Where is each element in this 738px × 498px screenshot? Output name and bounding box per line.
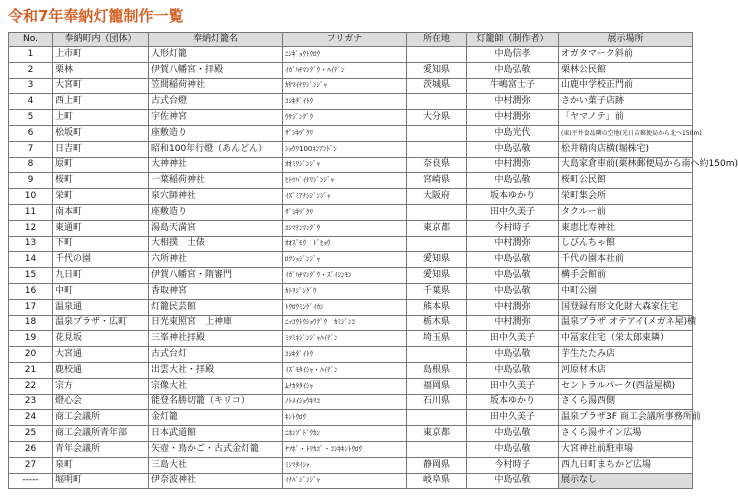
table-row <box>9 204 693 220</box>
table-row <box>9 220 693 236</box>
header-maker: 灯籠師（制作者） <box>467 33 559 47</box>
cell-no: 20 <box>9 347 53 363</box>
cell-town: 青年会議所 <box>53 441 149 457</box>
cell-pref: 島根県 <box>407 362 467 378</box>
cell-pref: 東京都 <box>407 220 467 236</box>
cell-lantern: 笠間稲荷神社 <box>149 78 283 94</box>
cell-pref: 茨城県 <box>407 78 467 94</box>
cell-town: 南本町 <box>53 204 149 220</box>
cell-lantern: 香取神宮 <box>149 283 283 299</box>
cell-place: 西九日町まちかど広場 <box>559 457 693 473</box>
table-row <box>9 62 693 78</box>
table-row <box>9 283 693 299</box>
cell-no: 25 <box>9 426 53 442</box>
cell-no: 7 <box>9 141 53 157</box>
table-row <box>9 378 693 394</box>
cell-town: 燈心会 <box>53 394 149 410</box>
cell-place: 大島家倉車前(栗林郵便局から南へ約150m) <box>559 157 693 173</box>
cell-pref: 大分県 <box>407 110 467 126</box>
cell-pref: 熊本県 <box>407 299 467 315</box>
table-row <box>9 426 693 442</box>
table-row <box>9 173 693 189</box>
cell-place: セントラルパーク(西益屋横) <box>559 378 693 394</box>
cell-place: 「ヤマノテ」前 <box>559 110 693 126</box>
cell-place: 温泉プラザ オテアイ(メガネ屋)横 <box>559 315 693 331</box>
cell-kana: ｲｶﾞﾊﾁﾏﾝｸﾞｳ・ﾊｲﾃﾞﾝ <box>283 62 407 78</box>
cell-maker: 中島弘敬 <box>467 268 559 284</box>
cell-kana: ｲｶﾞﾊﾁﾏﾝｸﾞｳ・ｽﾞｲｼﾝﾓﾝ <box>283 268 407 284</box>
lantern-table <box>8 32 738 489</box>
cell-no: 11 <box>9 204 53 220</box>
cell-place: 構手会館前 <box>559 268 693 284</box>
cell-kana: ﾑﾅｶﾀﾀｲｼｬ <box>283 378 407 394</box>
cell-pref: 愛知県 <box>407 252 467 268</box>
cell-lantern: 古式台燈 <box>149 94 283 110</box>
table-row <box>9 331 693 347</box>
cell-lantern: 大神神社 <box>149 157 283 173</box>
cell-lantern: 六所神社 <box>149 252 283 268</box>
cell-lantern: 伊奈波神社 <box>149 473 283 489</box>
cell-no: 23 <box>9 394 53 410</box>
cell-place: オガタマーク斜前 <box>559 47 693 63</box>
table-row <box>9 473 693 489</box>
table-row <box>9 125 693 141</box>
cell-kana: ｲｽﾞﾐｱﾅｼｼﾞﾝｼﾞｬ <box>283 189 407 205</box>
cell-town: 泉町 <box>53 457 149 473</box>
cell-no: 1 <box>9 47 53 63</box>
cell-maker: 中島信孝 <box>467 47 559 63</box>
cell-maker: 今村時子 <box>467 220 559 236</box>
cell-pref <box>407 47 467 63</box>
cell-pref <box>407 347 467 363</box>
cell-lantern: 能登名勝切籠（キリコ） <box>149 394 283 410</box>
cell-kana: ｷﾝﾄｳﾛｳ <box>283 410 407 426</box>
cell-no: 4 <box>9 94 53 110</box>
cell-lantern: 日光東照宮 上神庫 <box>149 315 283 331</box>
cell-pref: 栃木県 <box>407 315 467 331</box>
cell-no: 13 <box>9 236 53 252</box>
cell-kana: ﾆｯｺｳﾄｳｼｮｳｸﾞｳ ｶﾐｼﾞﾝｺ <box>283 315 407 331</box>
cell-maker: 中村潤弥 <box>467 94 559 110</box>
cell-pref: 愛知県 <box>407 62 467 78</box>
cell-town: 原町 <box>53 157 149 173</box>
header-lantern: 奉納灯籠名 <box>149 33 283 47</box>
cell-no: 19 <box>9 331 53 347</box>
cell-pref <box>407 410 467 426</box>
cell-maker: 坂本ゆかり <box>467 394 559 410</box>
cell-no: 22 <box>9 378 53 394</box>
cell-pref <box>407 441 467 457</box>
cell-kana: ｻﾞｼｷﾂﾞｸﾘ <box>283 204 407 220</box>
cell-kana: ﾐﾂﾐﾈｼﾞﾝｼﾞｬﾊｲﾃﾞﾝ <box>283 331 407 347</box>
cell-town: 大宮通 <box>53 347 149 363</box>
table-body <box>9 47 738 489</box>
cell-lantern: 三峯神社拝殿 <box>149 331 283 347</box>
cell-lantern: 金灯籠 <box>149 410 283 426</box>
cell-maker: 中村潤弥 <box>467 110 559 126</box>
cell-pref: 石川県 <box>407 394 467 410</box>
cell-lantern: 宗像大社 <box>149 378 283 394</box>
header-kana: フリガナ <box>283 33 407 47</box>
table-row <box>9 441 693 457</box>
cell-town: 鹿校通 <box>53 362 149 378</box>
cell-place: 温泉プラザ3F 商工会議所事務所前 <box>559 410 693 426</box>
cell-town: 宗方 <box>53 378 149 394</box>
cell-kana: ﾐｼﾏﾀｲｼｬ <box>283 457 407 473</box>
table-row <box>9 189 693 205</box>
cell-town: 堀明町 <box>53 473 149 489</box>
cell-kana: ｵｵﾐﾜｼﾞﾝｼﾞｬ <box>283 157 407 173</box>
cell-kana: ｲｽﾞﾓﾀｲｼｬ・ﾊｲﾃﾞﾝ <box>283 362 407 378</box>
cell-place: 大宮神社前駐車場 <box>559 441 693 457</box>
cell-lantern: 人形灯籠 <box>149 47 283 63</box>
table-header-row <box>9 33 693 47</box>
cell-town: 栄町 <box>53 189 149 205</box>
cell-pref: 岐阜県 <box>407 473 467 489</box>
cell-place: しびんちゃ館 <box>559 236 693 252</box>
cell-lantern: 伊賀八幡宮・隋審門 <box>149 268 283 284</box>
cell-pref <box>407 141 467 157</box>
header-town: 奉納町内（団体） <box>53 33 149 47</box>
cell-town: 九日町 <box>53 268 149 284</box>
cell-town: 西上町 <box>53 94 149 110</box>
cell-pref: 大阪府 <box>407 189 467 205</box>
cell-town: 商工会議所 <box>53 410 149 426</box>
cell-place: 芋生たたみ店 <box>559 347 693 363</box>
cell-pref: 千葉県 <box>407 283 467 299</box>
cell-lantern: 古式台灯 <box>149 347 283 363</box>
cell-lantern: 座敷造り <box>149 125 283 141</box>
cell-maker: 田中久美子 <box>467 204 559 220</box>
cell-maker: 牛嶋富士子 <box>467 78 559 94</box>
cell-pref <box>407 94 467 110</box>
cell-town: 大宮町 <box>53 78 149 94</box>
cell-maker: 中村潤弥 <box>467 299 559 315</box>
cell-town: 上市町 <box>53 47 149 63</box>
cell-lantern: 一葉稲荷神社 <box>149 173 283 189</box>
cell-lantern: 三島大社 <box>149 457 283 473</box>
cell-maker: 中島弘敬 <box>467 141 559 157</box>
table-row <box>9 141 693 157</box>
table-row <box>9 236 693 252</box>
cell-kana: ｻﾞｼｷﾂﾞｸﾘ <box>283 125 407 141</box>
table-row <box>9 78 693 94</box>
cell-pref <box>407 204 467 220</box>
cell-maker: 中村潤弥 <box>467 315 559 331</box>
cell-lantern: 座敷造り <box>149 204 283 220</box>
cell-maker: 中島弘敬 <box>467 252 559 268</box>
cell-no: 10 <box>9 189 53 205</box>
cell-kana: ﾆﾎﾝﾌﾞﾄﾞｳｶﾝ <box>283 426 407 442</box>
table-row <box>9 347 693 363</box>
cell-kana: ｶﾄﾘｼﾞﾝｸﾞｳ <box>283 283 407 299</box>
cell-pref <box>407 236 467 252</box>
cell-maker: 中村潤弥 <box>467 236 559 252</box>
cell-pref: 奈良県 <box>407 157 467 173</box>
cell-place: 中冨家住宅（栄太郎東隣） <box>559 331 693 347</box>
cell-kana: ﾉﾄﾒｲｼｮｳｷﾘｺ <box>283 394 407 410</box>
cell-no: ----- <box>9 473 53 489</box>
cell-place: 河原材木店 <box>559 362 693 378</box>
cell-lantern: 灯籠民芸館 <box>149 299 283 315</box>
cell-no: 24 <box>9 410 53 426</box>
cell-place: 栄町集会所 <box>559 189 693 205</box>
cell-no: 15 <box>9 268 53 284</box>
cell-no: 9 <box>9 173 53 189</box>
cell-place: さくら湯西側 <box>559 394 693 410</box>
cell-maker: 今村時子 <box>467 457 559 473</box>
cell-lantern: 伊賀八幡宮・拝殿 <box>149 62 283 78</box>
cell-lantern: 湯島天満宮 <box>149 220 283 236</box>
table-row <box>9 94 693 110</box>
table-row <box>9 110 693 126</box>
cell-no: 21 <box>9 362 53 378</box>
cell-lantern: 昭和100年行燈（あんどん） <box>149 141 283 157</box>
cell-maker: 中島弘敬 <box>467 426 559 442</box>
cell-town: 温泉プラザ・広町 <box>53 315 149 331</box>
cell-place: 山鹿中学校正門前 <box>559 78 693 94</box>
cell-pref <box>407 125 467 141</box>
cell-place: タクルー前 <box>559 204 693 220</box>
cell-pref: 福岡県 <box>407 378 467 394</box>
table-row <box>9 268 693 284</box>
cell-kana: ﾄｳﾛｳﾐﾝｹﾞｲｶﾝ <box>283 299 407 315</box>
cell-maker: 中島弘敬 <box>467 173 559 189</box>
cell-place: 国登録有形文化財大森家住宅 <box>559 299 693 315</box>
cell-kana: ｺｼｷﾀﾞｲﾄｳ <box>283 94 407 110</box>
table-row <box>9 252 693 268</box>
cell-kana: ｺｼｷﾀﾞｲﾄｳ <box>283 347 407 363</box>
cell-kana: ﾆﾝｷﾞｮｳﾄｳﾛｳ <box>283 47 407 63</box>
cell-place: 松井精肉店横(堀株宅) <box>559 141 693 157</box>
cell-kana: ｼｮｳﾜ100ﾈﾝｱﾝﾄﾞﾝ <box>283 141 407 157</box>
cell-maker: 中島光代 <box>467 125 559 141</box>
cell-lantern: 泉穴師神社 <box>149 189 283 205</box>
cell-maker: 中島弘敬 <box>467 362 559 378</box>
cell-no: 6 <box>9 125 53 141</box>
cell-town: 日吉町 <box>53 141 149 157</box>
cell-lantern: 日本武道館 <box>149 426 283 442</box>
cell-town: 花見坂 <box>53 331 149 347</box>
cell-town: 千代の園 <box>53 252 149 268</box>
cell-place: 桜町公民館 <box>559 173 693 189</box>
cell-kana: ﾛｸｼｮｼﾞﾝｼﾞｬ <box>283 252 407 268</box>
table-row <box>9 157 693 173</box>
header-no: No. <box>9 33 53 47</box>
cell-no: 2 <box>9 62 53 78</box>
cell-lantern: 大相撲 土俵 <box>149 236 283 252</box>
cell-kana: ﾕｼﾏﾃﾝﾏﾝｸﾞｳ <box>283 220 407 236</box>
cell-town: 商工会議所青年部 <box>53 426 149 442</box>
cell-place: 展示なし <box>559 473 693 489</box>
cell-pref: 宮崎県 <box>407 173 467 189</box>
cell-maker: 田中久美子 <box>467 331 559 347</box>
cell-kana: ｲﾅﾊﾞｼﾞﾝｼﾞｬ <box>283 473 407 489</box>
cell-no: 26 <box>9 441 53 457</box>
cell-town: 上町 <box>53 110 149 126</box>
cell-maker: 田中久美子 <box>467 378 559 394</box>
cell-kana: ﾋﾄﾂﾊﾞｲﾅﾘｼﾞﾝｼﾞｬ <box>283 173 407 189</box>
cell-no: 27 <box>9 457 53 473</box>
cell-no: 16 <box>9 283 53 299</box>
cell-no: 14 <box>9 252 53 268</box>
cell-pref: 愛知県 <box>407 268 467 284</box>
cell-place: さくら湯サイン広場 <box>559 426 693 442</box>
cell-place: (東)平井食品隣の空地(光日吉郵便局から北へ150m) <box>559 125 693 141</box>
cell-pref: 東京都 <box>407 426 467 442</box>
cell-maker: 中島弘敬 <box>467 62 559 78</box>
cell-no: 5 <box>9 110 53 126</box>
cell-maker: 中島弘敬 <box>467 441 559 457</box>
table-row <box>9 47 693 63</box>
cell-maker: 田中久美子 <box>467 410 559 426</box>
table-row <box>9 299 693 315</box>
cell-maker: 坂本ゆかり <box>467 189 559 205</box>
cell-lantern: 出雲大社・拝殿 <box>149 362 283 378</box>
cell-no: 12 <box>9 220 53 236</box>
cell-kana: ﾔﾂﾎﾞ・ﾄﾘｶｺﾞ・ｺｼｷｷﾝﾄｳﾛｳ <box>283 441 407 457</box>
cell-no: 17 <box>9 299 53 315</box>
cell-maker: 中島弘敬 <box>467 473 559 489</box>
table-row <box>9 315 693 331</box>
cell-kana: ｵｵｽﾞﾓｳ ﾄﾞﾋｮｳ <box>283 236 407 252</box>
cell-no: 18 <box>9 315 53 331</box>
cell-town: 松坂町 <box>53 125 149 141</box>
header-place: 展示場所 <box>559 33 693 47</box>
cell-town: 東通町 <box>53 220 149 236</box>
cell-place: 千代の園本社前 <box>559 252 693 268</box>
cell-no: 3 <box>9 78 53 94</box>
cell-place: 東恵比寿神社 <box>559 220 693 236</box>
header-pref: 所在地 <box>407 33 467 47</box>
cell-pref: 静岡県 <box>407 457 467 473</box>
cell-lantern: 矢壺・鳥かご・古式金灯籠 <box>149 441 283 457</box>
cell-town: 温泉通 <box>53 299 149 315</box>
cell-pref: 埼玉県 <box>407 331 467 347</box>
cell-town: 桜町 <box>53 173 149 189</box>
cell-lantern: 宇佐神宮 <box>149 110 283 126</box>
cell-place: さかい菓子店跡 <box>559 94 693 110</box>
cell-kana: ｶｻﾏｲﾅﾘｼﾞﾝｼﾞｬ <box>283 78 407 94</box>
cell-kana: ｳｻｼﾞﾝｸﾞｳ <box>283 110 407 126</box>
cell-maker: 中島弘敬 <box>467 283 559 299</box>
cell-town: 栗林 <box>53 62 149 78</box>
table-row <box>9 410 693 426</box>
table-row <box>9 362 693 378</box>
cell-place: 中町公園 <box>559 283 693 299</box>
cell-place: 栗林公民館 <box>559 62 693 78</box>
page-title: 令和7年奉納灯籠制作一覧 <box>8 7 184 25</box>
cell-town: 中町 <box>53 283 149 299</box>
cell-town: 下町 <box>53 236 149 252</box>
cell-maker: 中島弘敬 <box>467 347 559 363</box>
cell-maker: 中村潤弥 <box>467 157 559 173</box>
table-row <box>9 394 693 410</box>
table-row <box>9 457 693 473</box>
cell-no: 8 <box>9 157 53 173</box>
